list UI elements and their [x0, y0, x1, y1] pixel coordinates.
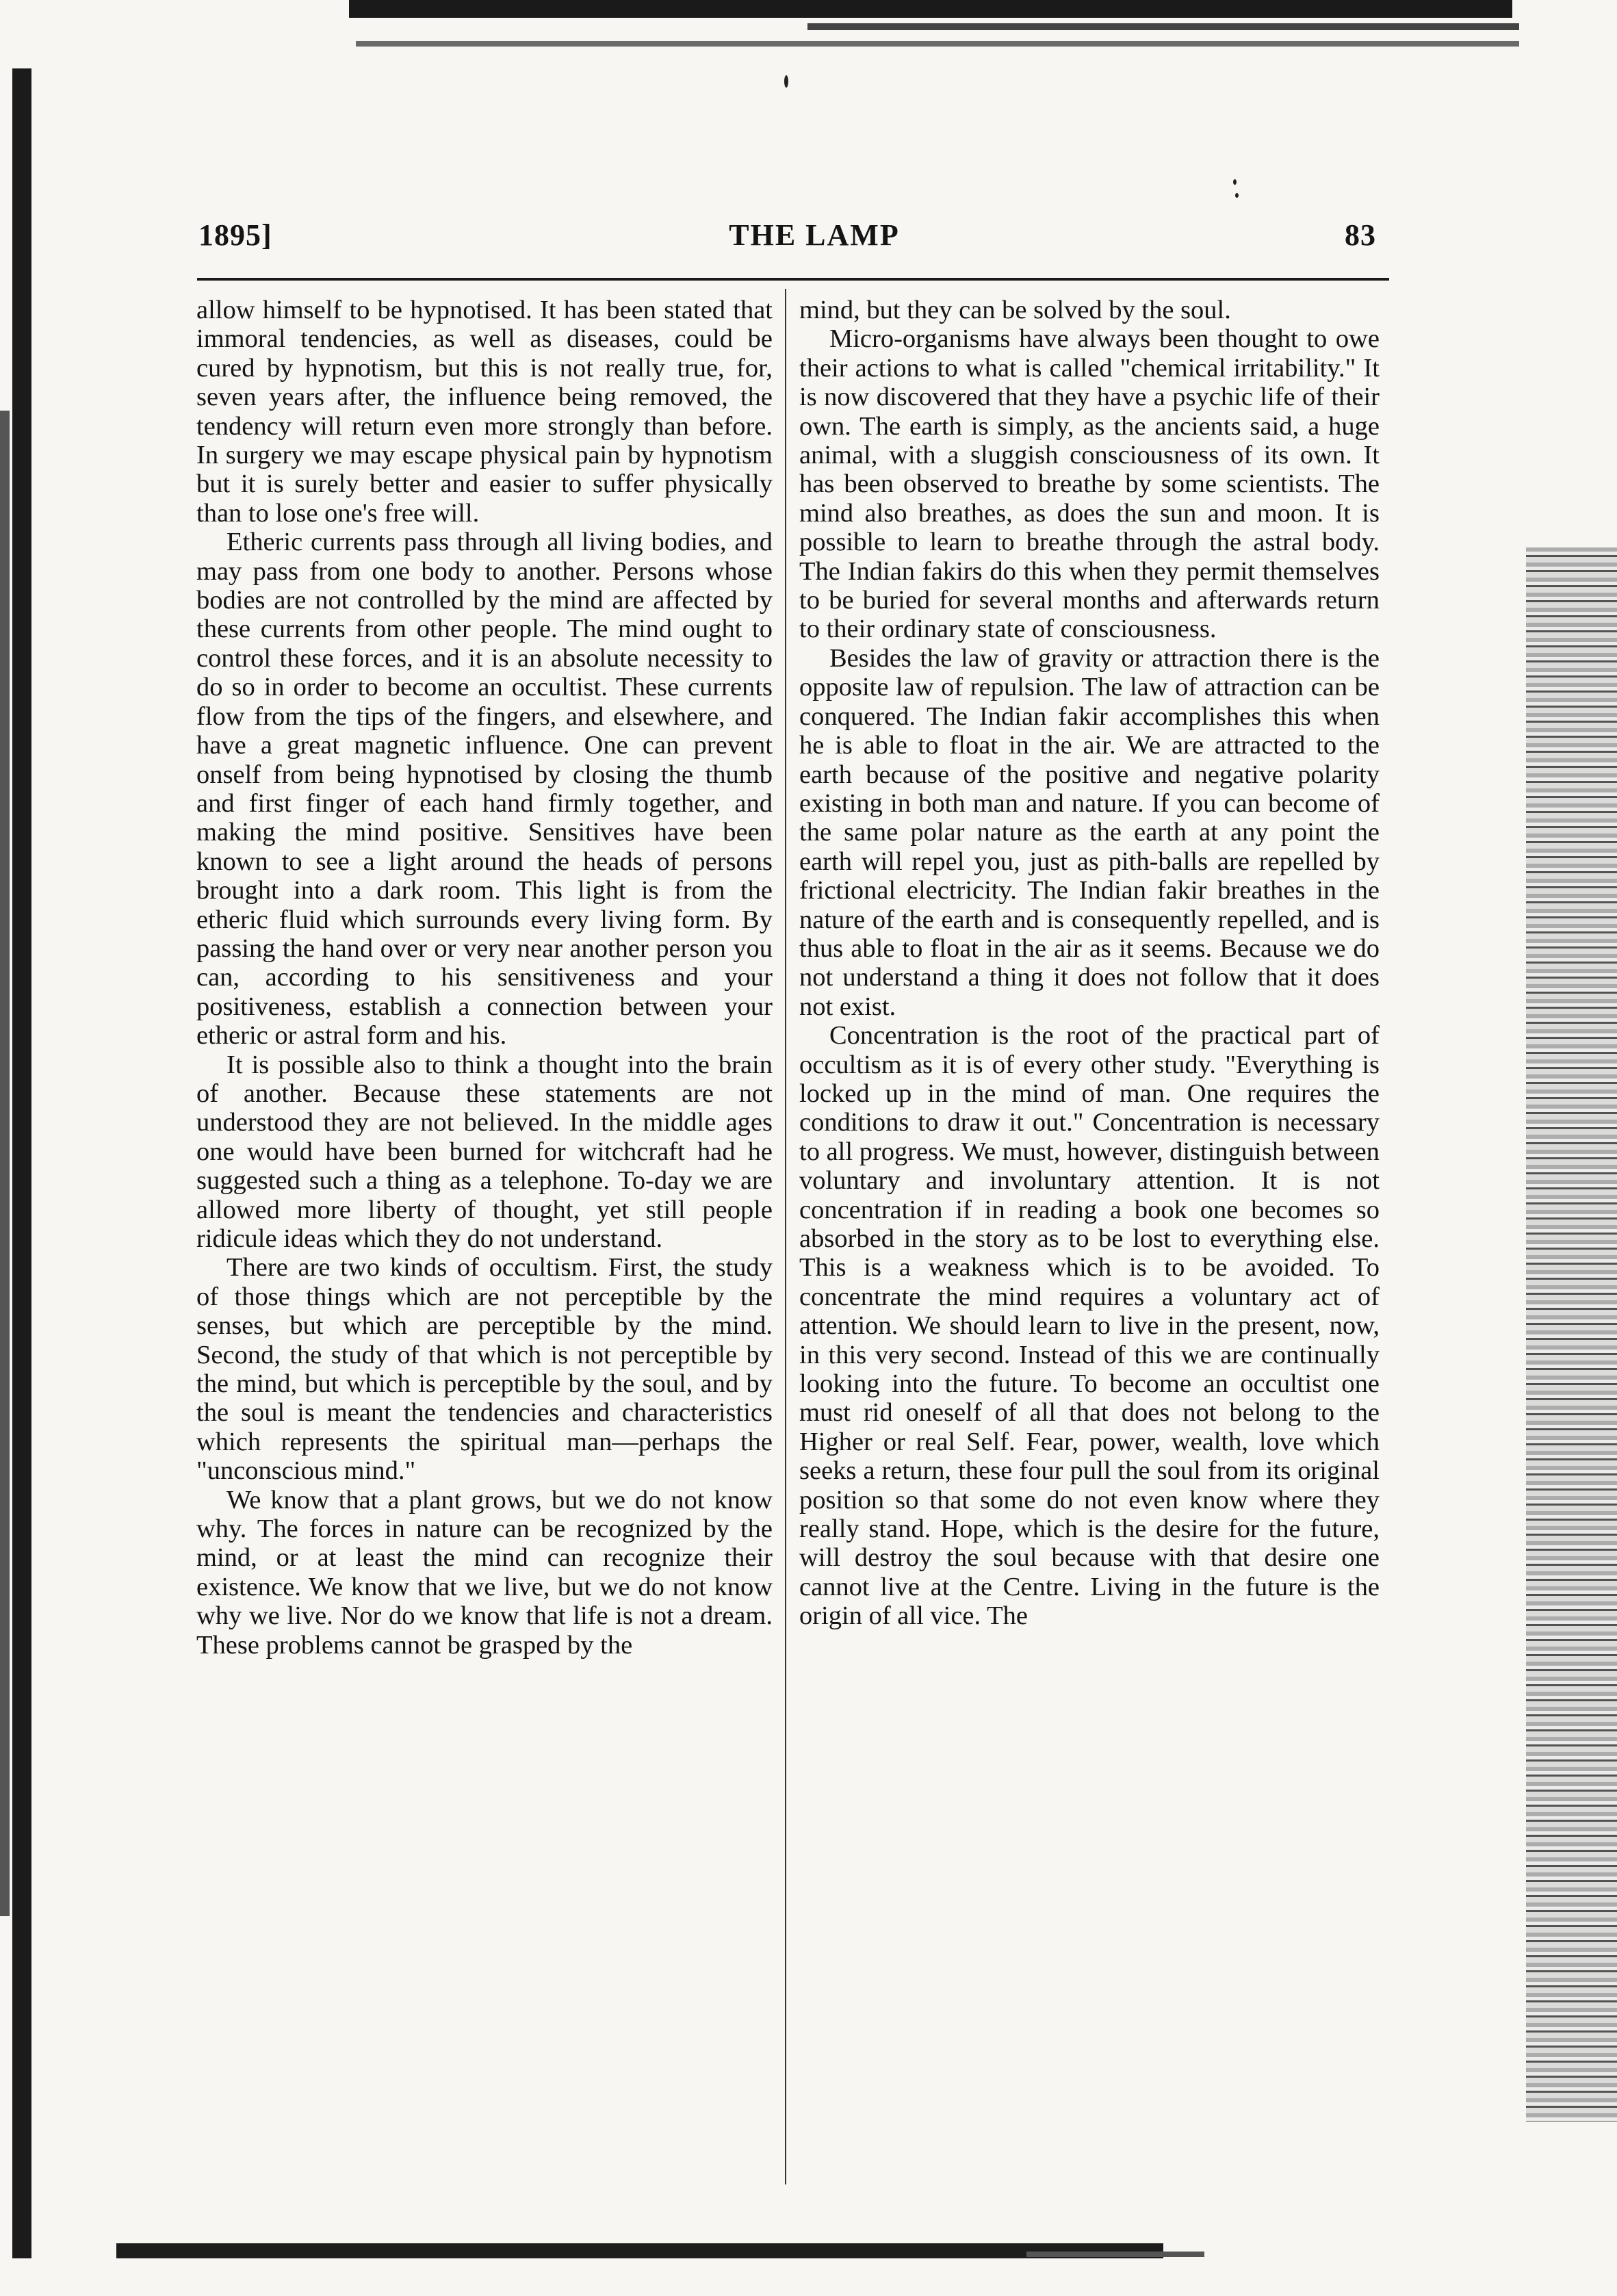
scan-speck: [1233, 179, 1237, 185]
paragraph: allow himself to be hypnotised. It has been stated that immoral tendencies, as well as diseases, could be cured by hypnotism, but this is not really true, for, seven years after, the influence being removed, the tendency will return even more strongly than before. In surgery we may escape physical pain by hypnotism but it is surely better and easier to suffer physically than to lose one's free will.: [196, 296, 773, 528]
paragraph: Micro-organisms have always been thought to owe their actions to what is called "chemical irritability." It is now discovered that they have a psychic life of their own. The earth is simply, as the ancients said, a huge animal, with a sluggish consciousness of its own. It has been observed to breathe by some scientists. The mind also breathes, as does the sun and moon. It is possible to learn to breathe through the astral body. The Indian fakirs do this when they permit themselves to be buried for several months and afterwards return to their ordinary state of consciousness.: [799, 324, 1380, 644]
running-head-year: 1895]: [198, 218, 272, 252]
running-head-title: THE LAMP: [729, 218, 900, 252]
column-divider: [785, 289, 786, 2184]
scan-speck: [784, 75, 788, 88]
scan-edge-top: [349, 0, 1512, 18]
paragraph: Besides the law of gravity or attraction there is the opposite law of repulsion. The law of attraction can be conquered. The Indian fakir accomplishes this when he is able to float in the air. We are attracted to the earth because of the positive and negative polarity existing in both man and nature. If you can become of the same polar nature as the earth at any point the earth will repel you, just as pith-balls are repelled by frictional electricity. The Indian fakir breathes in the nature of the earth and is consequently repelled, and is thus able to float in the air as it seems. Because we do not understand a thing it does not follow that it does not exist.: [799, 643, 1380, 1021]
paragraph: mind, but they can be solved by the soul.: [799, 296, 1231, 324]
paragraph: Etheric currents pass through all living bodies, and may pass from one body to another. Persons whose bodies are not controlled by the mind are affected by these currents from other people. The mind ought to control these forces, and it is an absolute necessity to do so in order to become an occultist. These currents flow from the tips of the fingers, and elsewhere, and have a great magnetic influence. One can prevent onself from being hypnotised by closing the thumb and first finger of each hand firmly together, and making the mind positive. Sensitives have been known to see a light around the heads of persons brought into a dark room. This light is from the etheric fluid which surrounds every living form. By passing the hand over or very near another person you can, according to his sensitiveness and your positiveness, establish a connection between your etheric or astral form and his.: [196, 528, 773, 1050]
scan-edge-bottom-line: [1026, 2252, 1204, 2257]
paragraph: There are two kinds of occultism. First, the study of those things which are not perceptible by the senses, but which are perceptible by the mind. Second, the study of that which is not perceptible by the mind, but which is perceptible by the soul, and by the soul is meant the tendencies and characteristics which represents the spiritual man—perhaps the "unconscious mind.": [196, 1253, 773, 1486]
scan-edge-top-line: [356, 41, 1519, 47]
left-column: [196, 296, 773, 1660]
scan-edge-right: [1526, 547, 1617, 2121]
paragraph: It is possible also to think a thought into the brain of another. Because these statements are not understood they are not believed. In the middle ages one would have been burned for witchcraft had he suggested such a thing as a telephone. To-day we are allowed more liberty of thought, yet still people ridicule ideas which they do not understand.: [196, 1050, 773, 1253]
scan-edge-left: [12, 68, 31, 2258]
page-number: 83: [1345, 218, 1376, 252]
header-rule: [197, 278, 1389, 281]
scan-edge-left-shadow: [0, 411, 10, 1916]
scan-edge-top-inner: [807, 23, 1519, 30]
scan-edge-bottom: [116, 2243, 1163, 2258]
scan-speck: [1235, 193, 1239, 198]
paragraph: We know that a plant grows, but we do not know why. The forces in nature can be recognized by the mind, or at least the mind can recognize their existence. We know that we live, but we do not know why we live. Nor do we know that life is not a dream. These problems cannot be grasped by the: [196, 1485, 773, 1660]
paragraph: Concentration is the root of the practical part of occultism as it is of every other study. "Everything is locked up in the mind of man. One requires the conditions to draw it out." Concentration is necessary to all progress. We must, however, distinguish between voluntary and involuntary attention. It is not concentration if in reading a book one becomes so absorbed in the story as to be lost to everything else. This is a weakness which is to be avoided. To concentrate the mind requires a voluntary act of attention. We should learn to live in the present, now, in this very second. Instead of this we are continually looking into the future. To become an occultist one must rid oneself of all that does not belong to the Higher or real Self. Fear, power, wealth, love which seeks a return, these four pull the soul from its original position so that some do not even know where they really stand. Hope, which is the desire for the future, will destroy the soul because with that desire one cannot live at the Centre. Living in the future is the origin of all vice. The: [799, 1021, 1380, 1631]
right-column: [799, 296, 1380, 1631]
